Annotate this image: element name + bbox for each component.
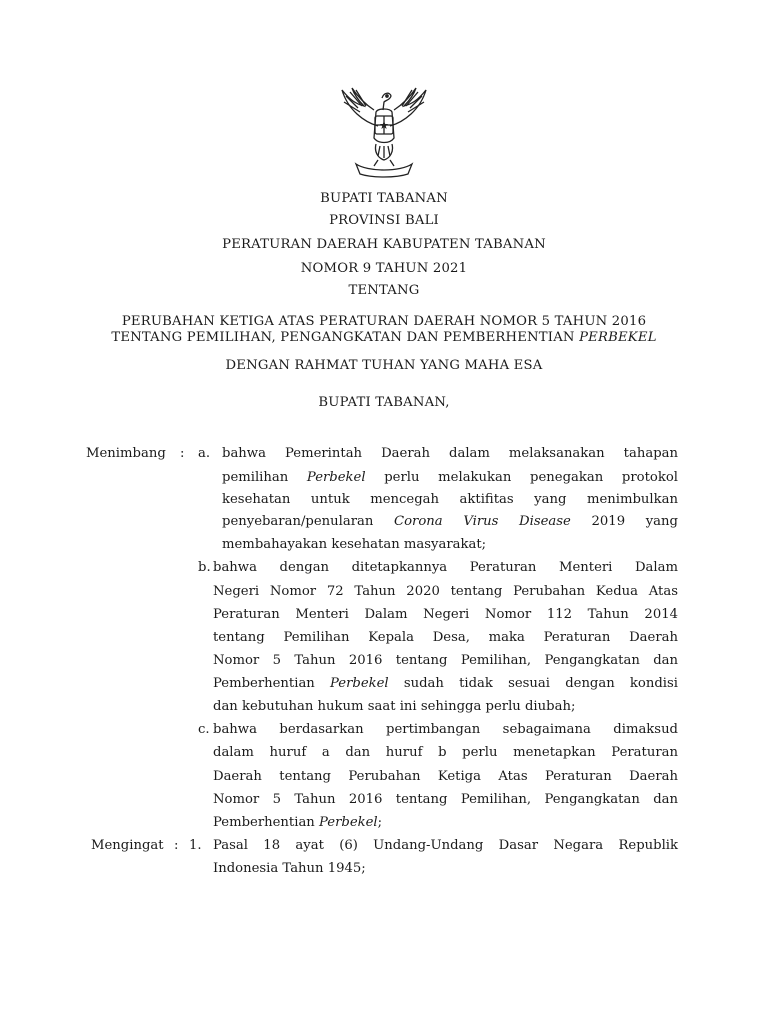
subject-line-2: TENTANG PEMILIHAN, PENGANGKATAN DAN PEMBERHENTIAN PERBEKEL xyxy=(111,330,657,345)
regulation-number: NOMOR 9 TAHUN 2021 xyxy=(300,261,468,276)
item-b-line-3: Peraturan Menteri Dalam Negeri Nomor 112 Tahun 2014 xyxy=(213,607,678,622)
item-c-line-3: Daerah tentang Perubahan Ketiga Atas Peraturan Daerah xyxy=(213,769,678,784)
item-c-marker: c. xyxy=(198,722,210,737)
item-c-line-2: dalam huruf a dan huruf b perlu menetapkan Peraturan xyxy=(213,745,678,760)
item-a-marker: a. xyxy=(198,446,211,461)
blessing-line: DENGAN RAHMAT TUHAN YANG MAHA ESA xyxy=(225,358,543,373)
item-b-line-6: Pemberhentian Perbekel sudah tidak sesuai dengan kondisi xyxy=(213,676,678,691)
item-a-line-2: pemilihan Perbekel perlu melakukan penegakan protokol xyxy=(222,470,678,485)
item-b-line-5: Nomor 5 Tahun 2016 tentang Pemilihan, Pengangkatan dan xyxy=(213,653,678,668)
about-heading: TENTANG xyxy=(348,283,420,298)
item-c-line-4: Nomor 5 Tahun 2016 tentang Pemilihan, Pengangkatan dan xyxy=(213,792,678,807)
item-1-marker: 1. xyxy=(189,838,202,853)
garuda-pancasila-emblem-icon xyxy=(334,86,434,178)
regent-comma-line: BUPATI TABANAN, xyxy=(318,395,450,410)
menimbang-colon: : xyxy=(180,446,185,461)
item-a-line-4: penyebaran/penularan Corona Virus Disease 2019 yang xyxy=(222,514,678,529)
item-a-line-3: kesehatan untuk mencegah aktifitas yang menimbulkan xyxy=(222,492,678,507)
item-a-line-5: membahayakan kesehatan masyarakat; xyxy=(222,537,487,552)
item-1-line-2: Indonesia Tahun 1945; xyxy=(213,861,366,876)
item-b-line-2: Negeri Nomor 72 Tahun 2020 tentang Perubahan Kedua Atas xyxy=(213,584,678,599)
item-b-marker: b. xyxy=(198,560,211,575)
item-c-line-5: Pemberhentian Perbekel; xyxy=(213,815,383,830)
regulation-title: PERATURAN DAERAH KABUPATEN TABANAN xyxy=(222,237,546,252)
item-b-line-1: bahwa dengan ditetapkannya Peraturan Menteri Dalam xyxy=(213,560,678,575)
item-b-line-4: tentang Pemilihan Kepala Desa, maka Peraturan Daerah xyxy=(213,630,678,645)
mengingat-colon: : xyxy=(174,838,179,853)
subject-line-1: PERUBAHAN KETIGA ATAS PERATURAN DAERAH NOMOR 5 TAHUN 2016 xyxy=(121,314,647,329)
item-a-line-1: bahwa Pemerintah Daerah dalam melaksanakan tahapan xyxy=(222,446,678,461)
mengingat-label: Mengingat xyxy=(91,838,164,853)
regent-title: BUPATI TABANAN xyxy=(320,191,448,206)
menimbang-label: Menimbang xyxy=(86,446,166,461)
item-b-line-7: dan kebutuhan hukum saat ini sehingga perlu diubah; xyxy=(213,699,576,714)
province-title: PROVINSI BALI xyxy=(329,213,439,228)
item-c-line-1: bahwa berdasarkan pertimbangan sebagaimana dimaksud xyxy=(213,722,678,737)
item-1-line-1: Pasal 18 ayat (6) Undang-Undang Dasar Negara Republik xyxy=(213,838,678,853)
